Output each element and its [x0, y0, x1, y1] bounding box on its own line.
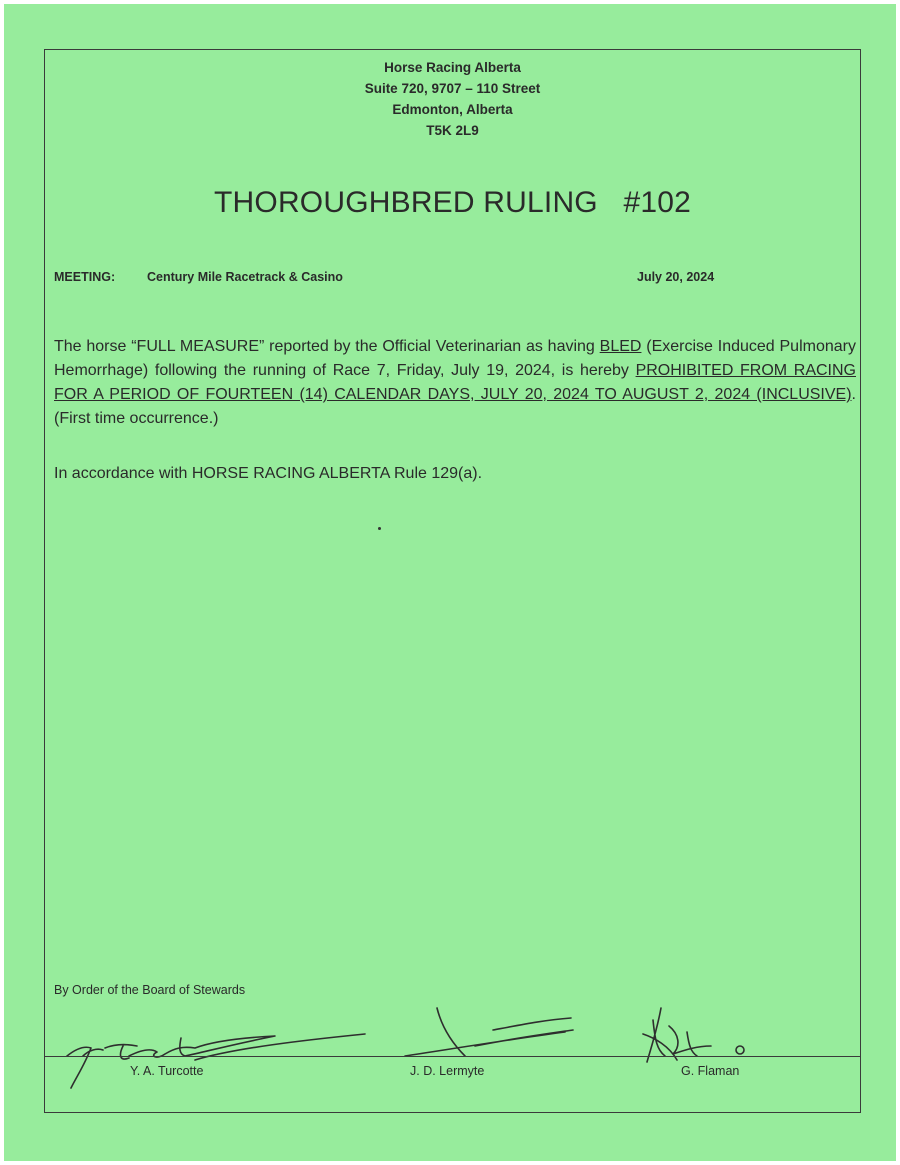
ruling-text-3: . (First time occurrence.) [54, 386, 856, 427]
order-statement: By Order of the Board of Stewards [54, 983, 246, 997]
signatory-flaman: G. Flaman [681, 1064, 740, 1078]
ruling-text-2: (Exercise Induced Pulmonary Hemorrhage) following the running of Race 7, Friday, July 19, 2024, is hereby [54, 338, 856, 379]
ruling-paragraph [54, 335, 856, 431]
bled-term: BLED [599, 338, 642, 355]
address-line-2: Edmonton, Alberta [392, 102, 513, 117]
postal-code: T5K 2L9 [426, 123, 479, 138]
org-name: Horse Racing Alberta [384, 60, 521, 75]
signature-lermyte [405, 1008, 573, 1056]
meeting-label: MEETING: [54, 270, 116, 284]
meeting-venue: Century Mile Racetrack & Casino [147, 270, 343, 284]
meeting-row [54, 270, 854, 290]
letterhead [45, 57, 860, 141]
ruling-text-1: The horse “FULL MEASURE” reported by the Official Veterinarian as having [54, 338, 600, 355]
meeting-date: July 20, 2024 [637, 270, 715, 284]
signatory-lermyte: J. D. Lermyte [410, 1064, 485, 1078]
handwritten-signatures [45, 990, 860, 1100]
signatory-turcotte: Y. A. Turcotte [130, 1064, 204, 1078]
signature-line [45, 1056, 860, 1057]
rule-reference: In accordance with HORSE RACING ALBERTA Rule 129(a). [54, 465, 483, 482]
stray-mark [378, 527, 381, 530]
signature-turcotte [67, 1034, 365, 1088]
ruling-document [4, 4, 896, 1161]
ruling-title: THOROUGHBRED RULING #102 [214, 186, 691, 219]
address-line-1: Suite 720, 9707 – 110 Street [364, 81, 541, 96]
signature-flaman [643, 1008, 711, 1062]
prohibition-text: PROHIBITED FROM RACING FOR A PERIOD OF FOURTEEN (14) CALENDAR DAYS, JULY 20, 2024 TO AUGUST 2, 2024 (INCLUSIVE) [54, 362, 856, 403]
document-border [44, 49, 861, 1113]
